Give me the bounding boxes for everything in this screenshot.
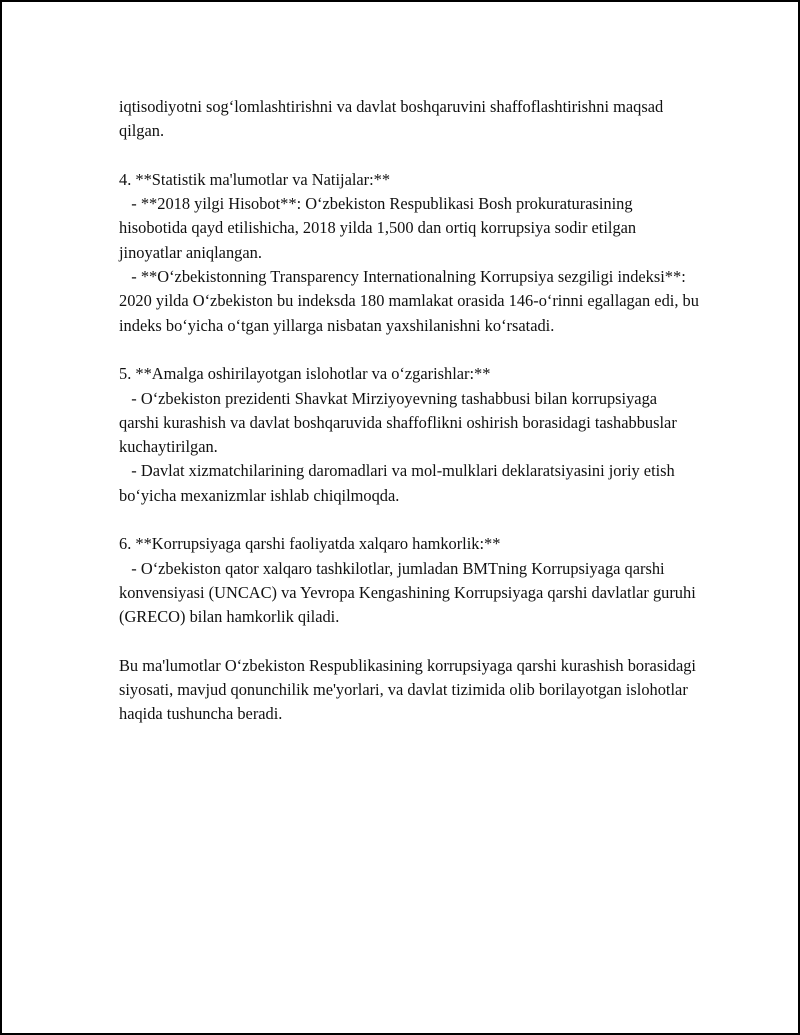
section-4-item-1: - **2018 yilgi Hisobot**: O‘zbekiston Respublikasi Bosh prokuraturasining hisobotida qayd etilishicha, 2018 yilda 1,500 dan ortiq korrupsiya sodir etilgan jinoyatlar aniqlangan. [119, 194, 641, 262]
section-5-item-1: - O‘zbekiston prezidenti Shavkat Mirziyoyevning tashabbusi bilan korrupsiyaga qarshi kurashish va davlat boshqaruvida shaffoflikni oshirish borasidagi tashabbuslar kuchaytirilgan. [119, 388, 681, 457]
section-6-heading: 6. **Korrupsiyaga qarshi faoliyatda xalqaro hamkorlik:** [119, 534, 501, 554]
intro-paragraph: iqtisodiyotni sog‘lomlashtirishni va davlat boshqaruvini shaffoflashtirishni maqsad qilgan. [119, 97, 668, 141]
paragraph-gap [119, 508, 699, 532]
paragraph-gap [119, 144, 699, 168]
section-6-item-1: - O‘zbekiston qator xalqaro tashkilotlar, jumladan BMTning Korrupsiyaga qarshi konvensiyasi (UNCAC) va Yevropa Kengashining Korrupsiyaga qarshi davlatlar guruhi (GRECO) bilan hamkorlik qiladi. [119, 558, 700, 627]
conclusion-paragraph: Bu ma'lumotlar O‘zbekiston Respublikasining korrupsiyaga qarshi kurashish borasidagi siyosati, mavjud qonunchilik me'yorlari, va davlat tizimida olib borilayotgan islohotlar haqida tushuncha beradi. [119, 655, 701, 724]
paragraph-gap [119, 338, 699, 362]
section-5-item-2: - Davlat xizmatchilarining daromadlari va mol-mulklari deklaratsiyasini joriy etish bo‘yicha mexanizmlar ishlab chiqilmoqda. [119, 461, 679, 505]
section-4-heading: 4. **Statistik ma'lumotlar va Natijalar:** [119, 169, 391, 189]
section-4-item-2: - **O‘zbekistonning Transparency Internationalning Korrupsiya sezgiligi indeksi**: 2020 yilda O‘zbekiston bu indeksda 180 mamlakat orasida 146-o‘rinni egallagan edi, bu indeks bo‘yicha o‘tgan yillarga nisbatan yaxshilanishni ko‘rsatadi. [119, 267, 704, 335]
paragraph-gap [119, 630, 699, 654]
section-5-heading: 5. **Amalga oshirilayotgan islohotlar va o‘zgarishlar:** [119, 364, 491, 384]
document-body [119, 95, 704, 727]
